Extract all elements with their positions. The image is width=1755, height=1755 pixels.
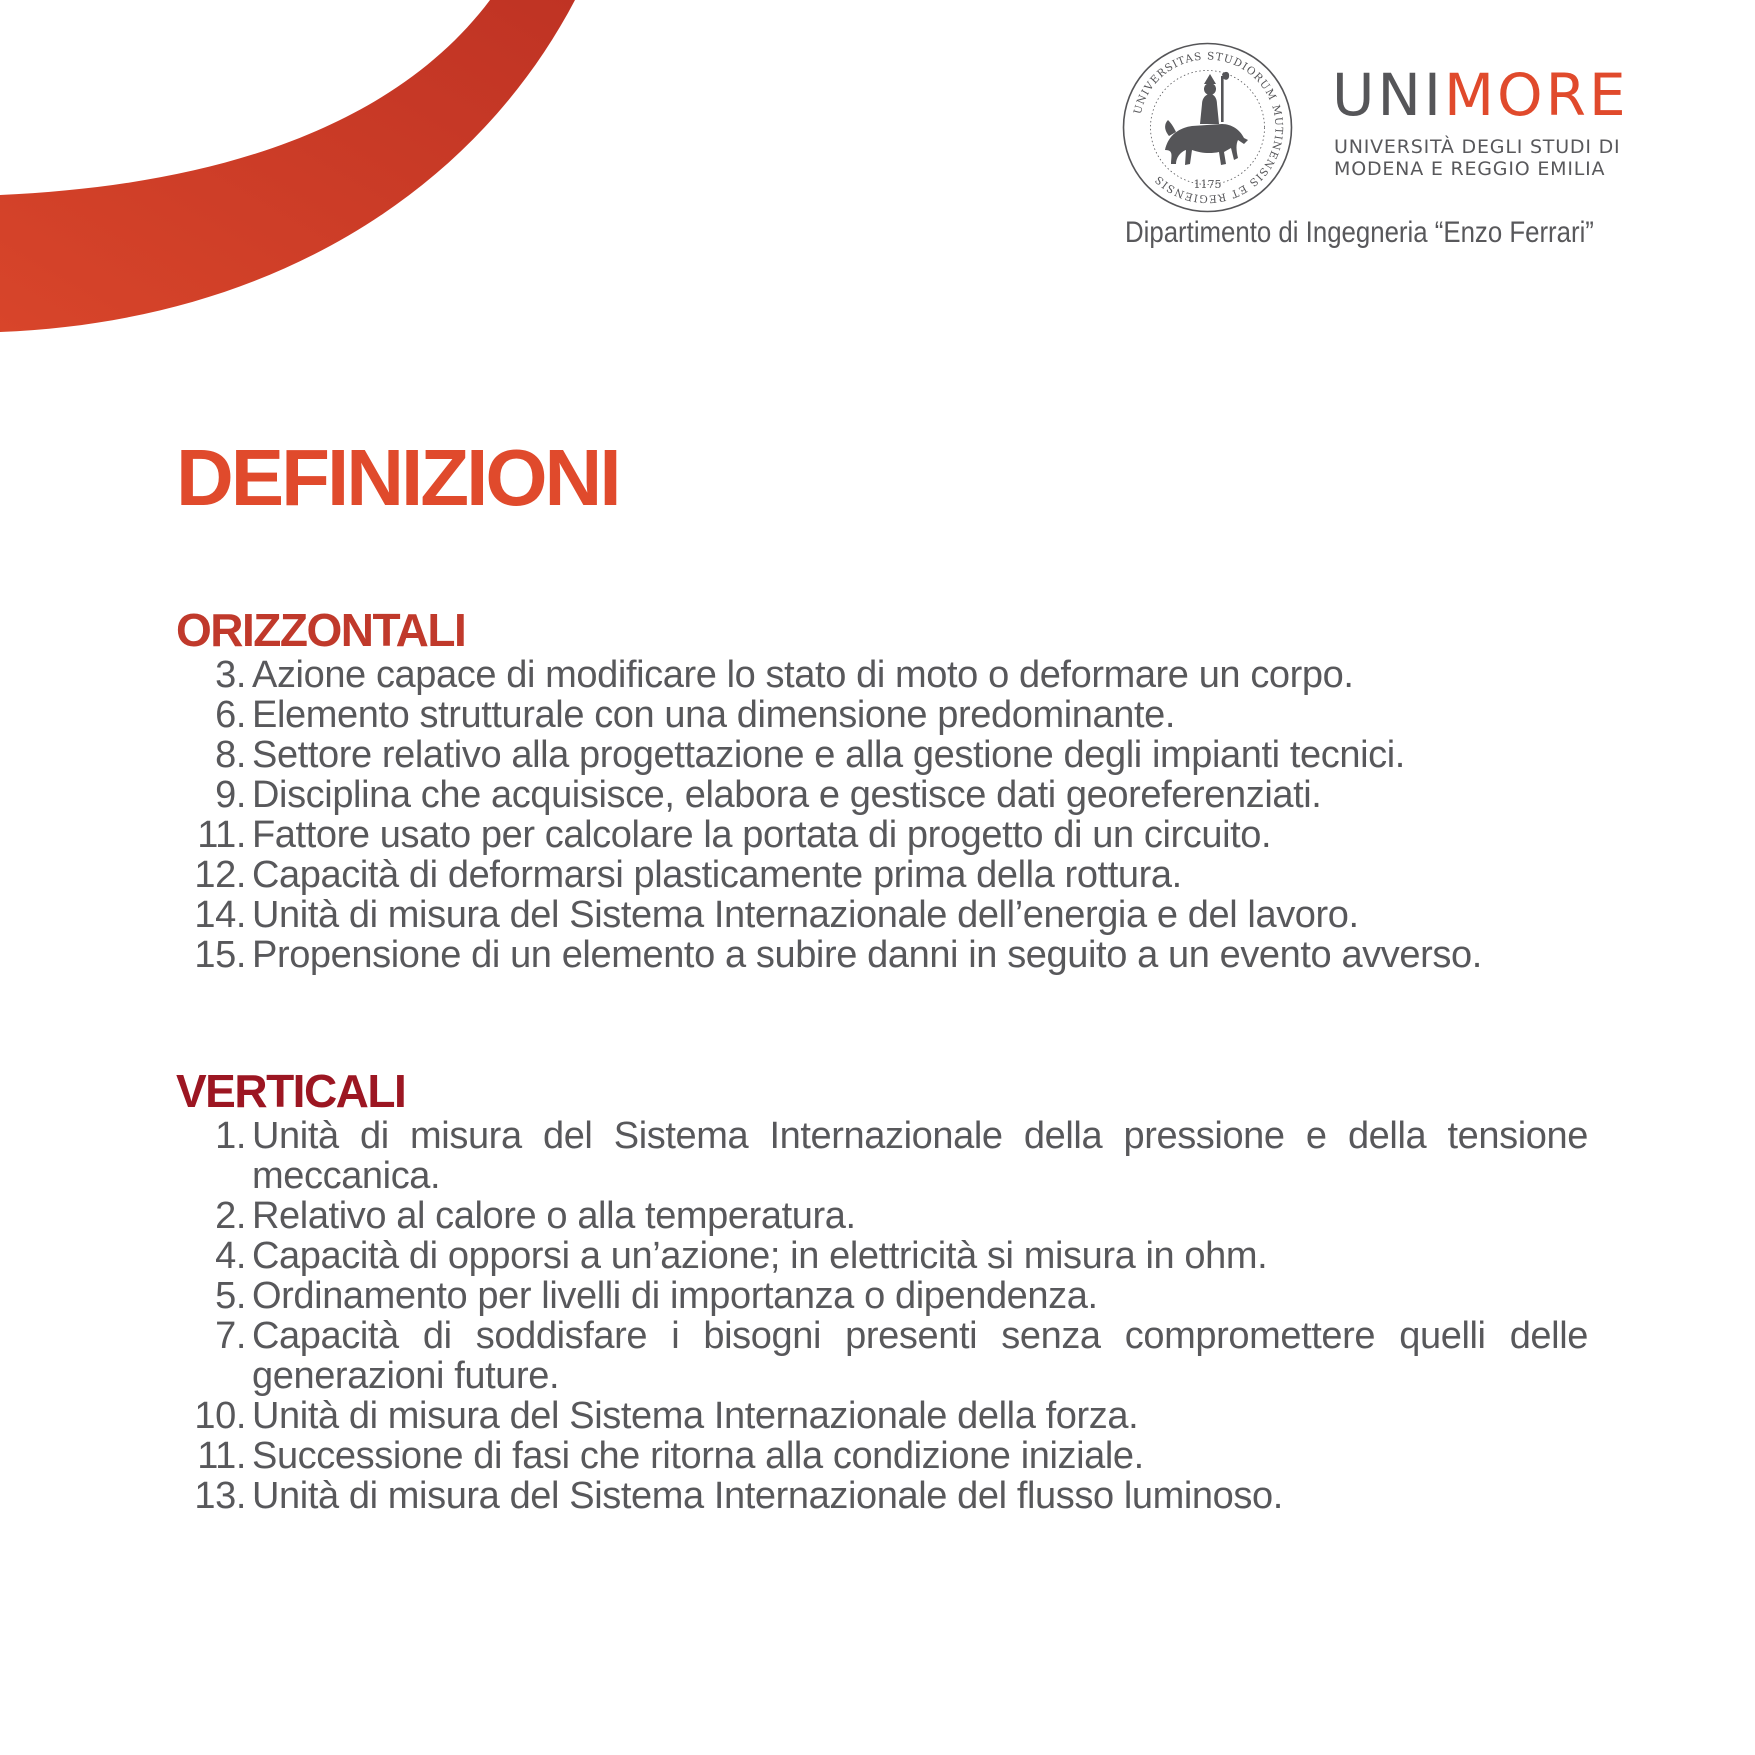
department-name: Dipartimento di Ingegneria “Enzo Ferrari” [1125,216,1594,249]
clue-item [176,695,1588,735]
clue-number: 4. [215,1235,246,1277]
clue-number: 7. [215,1315,246,1357]
brand-part-more: MORE [1443,61,1629,129]
clue-item [176,1276,1588,1316]
clue-number: 6. [215,694,246,736]
clue-number: 8. [215,734,246,776]
clue-item [176,1396,1588,1436]
section-heading-vertical: VERTICALI [176,1065,406,1117]
clue-number: 2. [215,1195,246,1237]
clue-item [176,1236,1588,1276]
clue-text: Capacità di soddisfare i bisogni presenti senza compromettere quelli delle generazioni future. [252,1315,1588,1397]
clue-text: Fattore usato per calcolare la portata di progetto di un circuito. [252,814,1272,856]
clue-number: 5. [215,1275,246,1317]
university-logo [1120,40,1640,260]
clue-item [176,1196,1588,1236]
clue-item [176,775,1588,815]
university-name-line-2: MODENA E REGGIO EMILIA [1334,158,1606,180]
clue-number: 11. [197,1435,246,1477]
clue-item [176,1116,1588,1196]
clue-item [176,735,1588,775]
clue-item [176,655,1588,695]
clue-item [176,1316,1588,1396]
clue-item [176,855,1588,895]
svg-text:UNIVERSITAS STUDIORUM MUTINENS: UNIVERSITAS STUDIORUM MUTINENSIS ET REGIENSIS [1131,50,1285,205]
brand-wordmark [1332,61,1629,129]
clue-text: Capacità di opporsi a un’azione; in elettricità si misura in ohm. [252,1235,1268,1277]
clue-number: 12. [194,854,246,896]
decorative-red-arc [0,0,600,340]
clue-text: Propensione di un elemento a subire danni in seguito a un evento avverso. [252,934,1482,976]
clue-number: 1. [215,1115,246,1157]
clue-text: Elemento strutturale con una dimensione predominante. [252,694,1176,736]
clue-number: 13. [194,1475,246,1517]
university-seal-icon [1120,40,1295,215]
clue-number: 10. [194,1395,246,1437]
clue-number: 15. [194,934,246,976]
clue-text: Unità di misura del Sistema Internazionale della pressione e della tensione meccanica. [252,1115,1588,1197]
horizontal-clues-section [176,605,1588,975]
clue-item [176,895,1588,935]
brand-part-uni: UNI [1332,61,1444,129]
clue-item [176,935,1588,975]
seal-year: 1175 [1193,178,1222,191]
horizontal-clue-list [176,655,1588,975]
clue-number: 14. [194,894,246,936]
clue-text: Unità di misura del Sistema Internazionale dell’energia e del lavoro. [252,894,1359,936]
clue-text: Settore relativo alla progettazione e alla gestione degli impianti tecnici. [252,734,1405,776]
page-title: DEFINIZIONI [176,433,619,522]
clue-number: 3. [215,654,246,696]
clue-number: 11. [197,814,246,856]
clue-text: Capacità di deformarsi plasticamente prima della rottura. [252,854,1182,896]
clue-text: Azione capace di modificare lo stato di moto o deformare un corpo. [252,654,1354,696]
clue-item [176,815,1588,855]
clue-text: Unità di misura del Sistema Internazionale del flusso luminoso. [252,1475,1283,1517]
clue-text: Disciplina che acquisisce, elabora e gestisce dati georeferenziati. [252,774,1322,816]
section-heading-horizontal: ORIZZONTALI [176,604,466,656]
vertical-clues-section [176,1066,1588,1516]
university-name-line-1: UNIVERSITÀ DEGLI STUDI DI [1334,136,1621,158]
clue-item [176,1436,1588,1476]
clue-item [176,1476,1588,1516]
clue-number: 9. [215,774,246,816]
clue-text: Successione di fasi che ritorna alla condizione iniziale. [252,1435,1144,1477]
clue-text: Relativo al calore o alla temperatura. [252,1195,856,1237]
clue-text: Unità di misura del Sistema Internazionale della forza. [252,1395,1139,1437]
vertical-clue-list [176,1116,1588,1516]
clue-text: Ordinamento per livelli di importanza o dipendenza. [252,1275,1098,1317]
